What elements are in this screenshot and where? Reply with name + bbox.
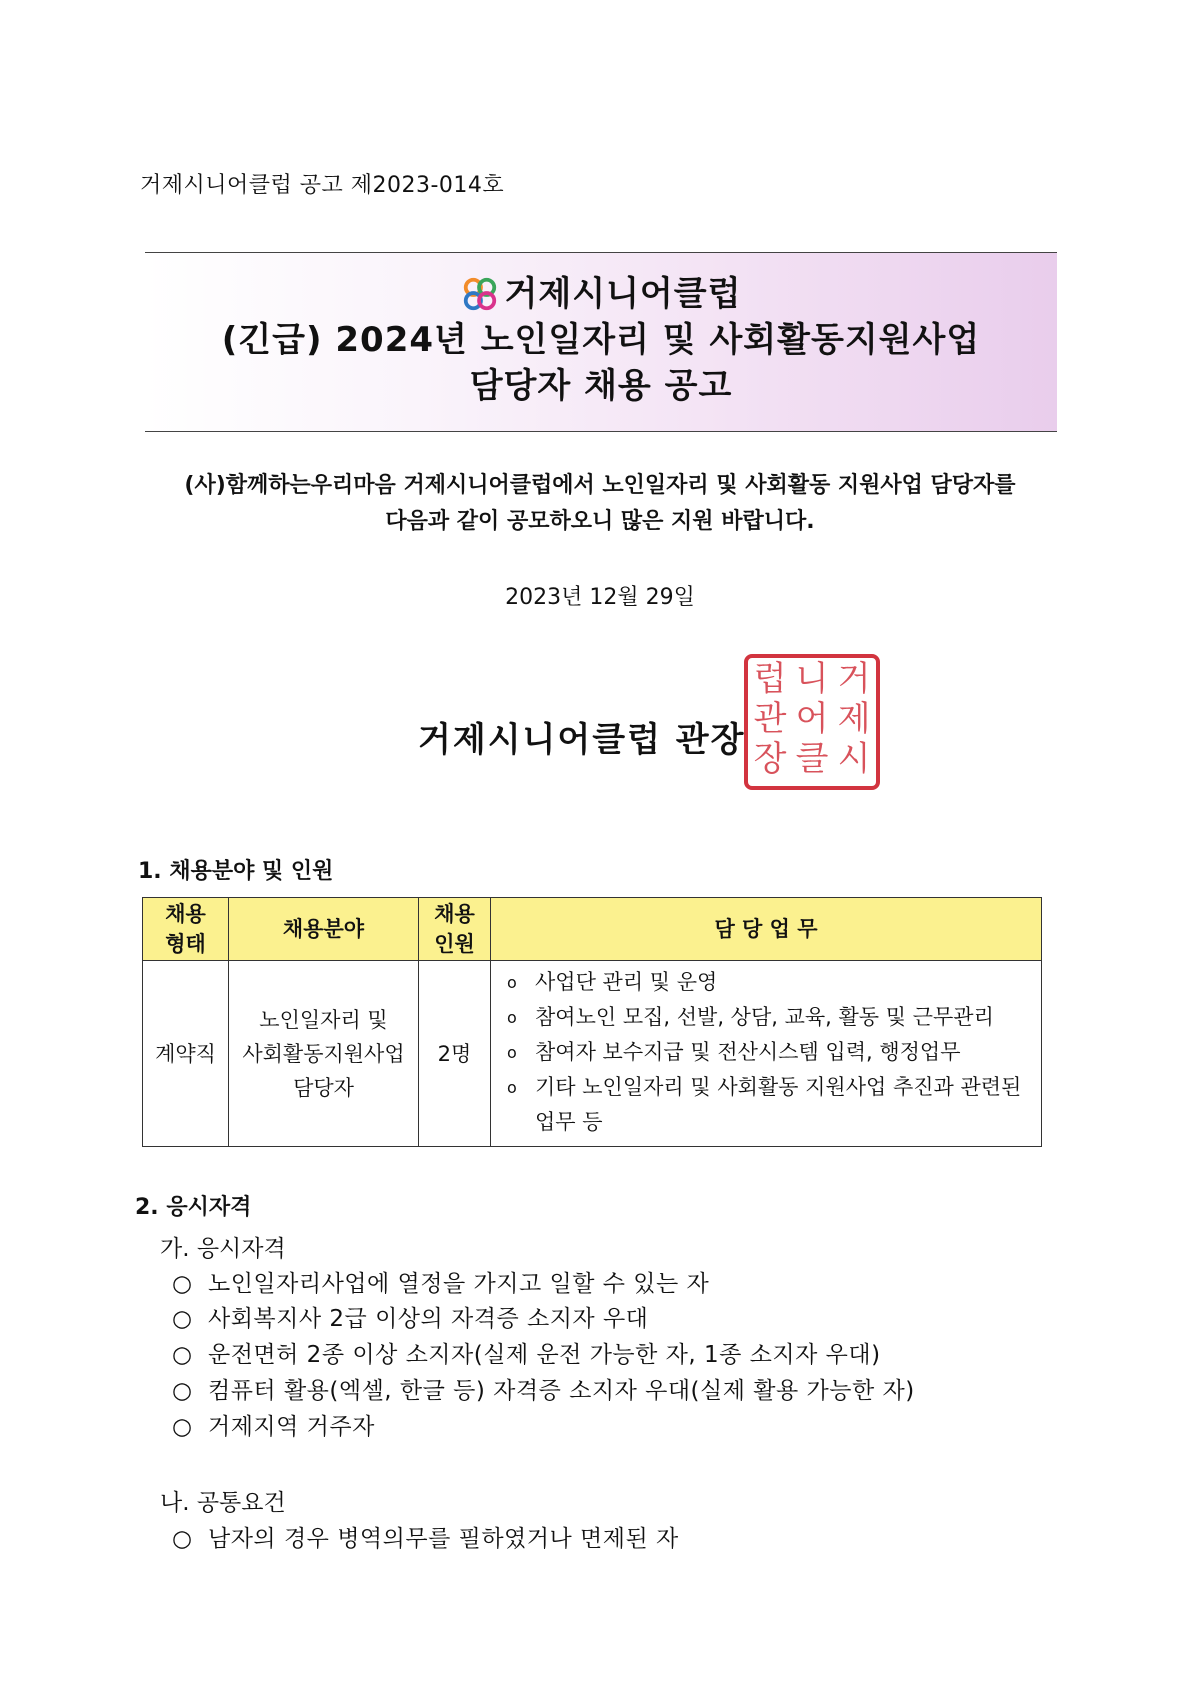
seal-char: 관: [753, 699, 787, 739]
header-type: 채용 형태: [143, 898, 229, 961]
seal-char: 어: [795, 699, 829, 739]
title-box: [145, 252, 1057, 432]
seal-char: 장: [753, 739, 787, 779]
list-item: o 참여자 보수지급 및 전산시스템 입력, 행정업무: [507, 1040, 961, 1064]
club-logo-icon: [461, 275, 499, 313]
title-line-3: 담당자 채용 공고: [469, 366, 733, 406]
seal-char: 럽: [753, 659, 787, 699]
intro-line-2: 다음과 같이 공모하오니 많은 지원 바랍니다.: [385, 509, 815, 534]
section-1-title: 1. 채용분야 및 인원: [138, 859, 334, 884]
header-count: 채용 인원: [419, 898, 491, 961]
intro-line-1: (사)함께하는우리마음 거제시니어클럽에서 노인일자리 및 사회활동 지원사업 담당자를: [184, 473, 1016, 498]
list-item: ○ 컴퓨터 활용(엑셀, 한글 등) 자격증 소지자 우대(실제 활용 가능한 자): [172, 1378, 915, 1404]
official-seal: [742, 652, 882, 792]
seal-char: 제: [837, 699, 871, 739]
list-item: ○ 사회복지사 2급 이상의 자격증 소지자 우대: [172, 1306, 649, 1332]
section-2-title: 2. 응시자격: [135, 1195, 252, 1220]
seal-char: 거: [837, 659, 871, 699]
subsection-a-title: 가. 응시자격: [160, 1236, 286, 1262]
title-org-name: 거제시니어클럽: [504, 274, 742, 314]
recruitment-table: [142, 897, 1042, 1147]
list-item: ○ 운전면허 2종 이상 소지자(실제 운전 가능한 자, 1종 소지자 우대): [172, 1342, 881, 1368]
table-row: [143, 961, 1042, 1147]
seal-char: 니: [795, 659, 829, 699]
list-item: ○ 남자의 경우 병역의무를 필하였거나 면제된 자: [172, 1526, 679, 1552]
seal-char: 시: [837, 739, 871, 779]
cell-field: 노인일자리 및 사회활동지원사업 담당자: [229, 961, 419, 1147]
list-item: o 사업단 관리 및 운영: [507, 970, 718, 994]
seal-char: 클: [795, 739, 829, 779]
title-line-2: (긴급) 2024년 노인일자리 및 사회활동지원사업: [221, 320, 981, 360]
list-item: ○ 거제지역 거주자: [172, 1414, 375, 1440]
cell-type: 계약직: [143, 961, 229, 1147]
signer: 거제시니어클럽 관장: [418, 720, 746, 760]
list-item: ○ 노인일자리사업에 열정을 가지고 일할 수 있는 자: [172, 1271, 710, 1297]
header-field: 채용분야: [229, 898, 419, 961]
subsection-b-title: 나. 공통요건: [160, 1490, 286, 1516]
notice-number: 거제시니어클럽 공고 제2023-014호: [140, 173, 505, 198]
notice-date: 2023년 12월 29일: [505, 585, 695, 610]
intro-text: [130, 468, 1070, 540]
cell-duties: [491, 961, 1042, 1147]
title-org-line: [145, 271, 1057, 317]
list-item: o 참여노인 모집, 선발, 상담, 교육, 활동 및 근무관리: [507, 1005, 994, 1029]
list-item: o 기타 노인일자리 및 사회활동 지원사업 추진과 관련된 업무 등: [507, 1075, 1022, 1134]
table-header-row: [143, 898, 1042, 961]
cell-count: 2명: [419, 961, 491, 1147]
header-duties: 담 당 업 무: [491, 898, 1042, 961]
